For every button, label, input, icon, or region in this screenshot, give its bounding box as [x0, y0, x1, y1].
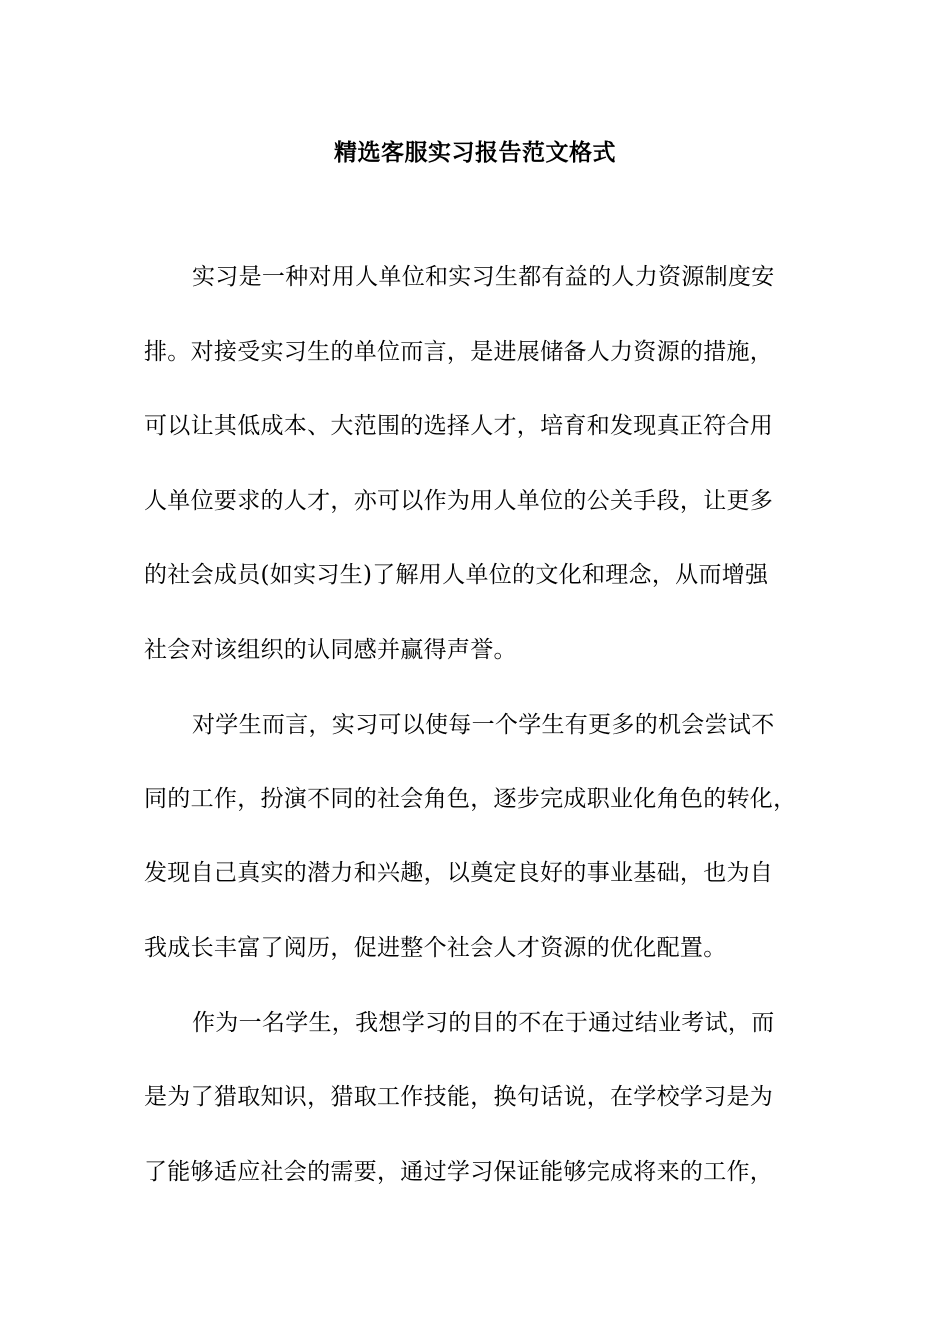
- paragraph-3-line-1: 作为一名学生，我想学习的目的不在于通过结业考试，而: [192, 1010, 775, 1036]
- paragraph-1-line-4: 人单位要求的人才，亦可以作为用人单位的公关手段，让更多: [144, 488, 774, 514]
- paragraph-2-line-1: 对学生而言，实习可以使每一个学生有更多的机会尝试不: [192, 712, 775, 738]
- paragraph-1-line-5: 的社会成员(如实习生)了解用人单位的文化和理念，从而增强: [144, 562, 769, 588]
- paragraph-1-line-1: 实习是一种对用人单位和实习生都有益的人力资源制度安: [192, 264, 775, 290]
- paragraph-1-line-6: 社会对该组织的认同感并赢得声誉。: [144, 637, 517, 663]
- paragraph-3-line-2: 是为了猎取知识，猎取工作技能，换句话说，在学校学习是为: [144, 1084, 774, 1110]
- paragraph-2-line-4: 我成长丰富了阅历，促进整个社会人才资源的优化配置。: [144, 935, 727, 961]
- paragraph-1-line-3: 可以让其低成本、大范围的选择人才，培育和发现真正符合用: [144, 413, 774, 439]
- paragraph-3-line-3: 了能够适应社会的需要，通过学习保证能够完成将来的工作，: [144, 1159, 774, 1185]
- paragraph-2-line-2: 同的工作，扮演不同的社会角色，逐步完成职业化角色的转化，: [144, 786, 797, 812]
- paragraph-1-line-2: 排。对接受实习生的单位而言，是进展储备人力资源的措施，: [144, 339, 774, 365]
- paragraph-2-line-3: 发现自己真实的潜力和兴趣，以奠定良好的事业基础，也为自: [144, 860, 774, 886]
- document-title: 精选客服实习报告范文格式: [334, 139, 616, 166]
